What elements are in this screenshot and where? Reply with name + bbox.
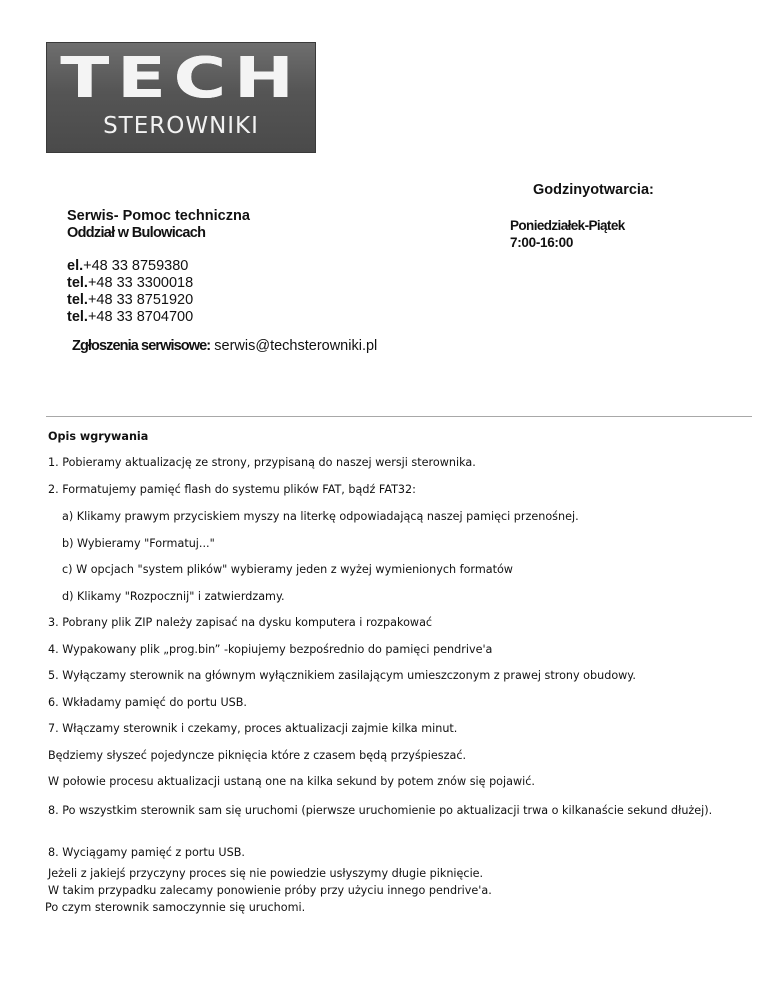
phone-number[interactable]: +48 33 8759380 [83, 258, 189, 274]
instructions-title: Opis wgrywania [48, 430, 149, 443]
instruction-line: 3. Pobrany plik ZIP należy zapisać na dysku komputera i rozpakować [48, 616, 433, 629]
service-report [72, 338, 377, 354]
instruction-line: Po czym sterownik samoczynnie się uruchomi. [45, 901, 306, 914]
tech-sterowniki-logo [46, 42, 316, 153]
phone-label: tel. [67, 275, 88, 291]
phone-label: tel. [67, 309, 88, 325]
phone-number[interactable]: +48 33 8751920 [87, 292, 194, 308]
phone-label: tel. [67, 292, 88, 308]
instruction-line: 6. Wkładamy pamięć do portu USB. [48, 696, 247, 709]
opening-time: 7:00-16:00 [510, 235, 574, 250]
instruction-line: d) Klikamy "Rozpocznij" i zatwierdzamy. [62, 590, 285, 603]
phone-number[interactable]: +48 33 8704700 [87, 309, 194, 325]
instruction-line: 8. Po wszystkim sterownik sam się uruchomi (pierwsze uruchomienie po aktualizacji trwa o kilkanaście sekund dłużej). [48, 804, 713, 817]
report-label: Zgłoszenia serwisowe: [72, 338, 211, 354]
phone-item [67, 309, 193, 326]
instruction-line: a) Klikamy prawym przyciskiem myszy na literkę odpowiadającą naszej pamięci przenośnej. [62, 510, 579, 523]
instruction-line: 7. Włączamy sterownik i czekamy, proces aktualizacji zajmie kilka minut. [48, 722, 458, 735]
opening-days: Poniedziałek-Piątek [510, 218, 625, 233]
instruction-line: Jeżeli z jakiejś przyczyny proces się nie powiedzie usłyszymy długie piknięcie. [48, 867, 484, 880]
instruction-line: 5. Wyłączamy sterownik na głównym wyłącznikiem zasilającym umieszczonym z prawej strony obudowy. [48, 669, 636, 682]
logo-sub-text: STEROWNIKI [103, 113, 259, 139]
instruction-line: 8. Wyciągamy pamięć z portu USB. [48, 846, 245, 859]
section-divider [46, 416, 752, 417]
logo-main-text: TECH [60, 46, 302, 111]
instruction-line: W połowie procesu aktualizacji ustaną one na kilka sekund by potem znów się pojawić. [48, 775, 535, 788]
instruction-line: b) Wybieramy "Formatuj..." [62, 537, 215, 550]
instruction-line: Będziemy słyszeć pojedyncze piknięcia które z czasem będą przyśpieszać. [48, 749, 467, 762]
opening-hours-title: Godzinyotwarcia: [533, 182, 654, 198]
instruction-line: c) W opcjach "system plików" wybieramy jeden z wyżej wymienionych formatów [62, 563, 513, 576]
report-email-link[interactable]: serwis@techsterowniki.pl [214, 338, 378, 354]
instruction-line: 1. Pobieramy aktualizację ze strony, przypisaną do naszej wersji sterownika. [48, 456, 476, 469]
phone-item [67, 292, 193, 309]
phone-list [67, 258, 193, 326]
phone-item [67, 258, 193, 275]
instruction-line: 2. Formatujemy pamięć flash do systemu plików FAT, bądź FAT32: [48, 483, 416, 496]
instruction-line: W takim przypadku zalecamy ponowienie próby przy użyciu innego pendrive'a. [48, 884, 492, 897]
service-department: Oddział w Bulowicach [67, 225, 206, 241]
service-title: Serwis- Pomoc techniczna [67, 208, 250, 224]
instruction-line: 4. Wypakowany plik „prog.bin” -kopiujemy bezpośrednio do pamięci pendrive'a [48, 643, 493, 656]
phone-item [67, 275, 193, 292]
phone-number[interactable]: +48 33 3300018 [87, 275, 194, 291]
phone-label: el. [67, 258, 84, 274]
